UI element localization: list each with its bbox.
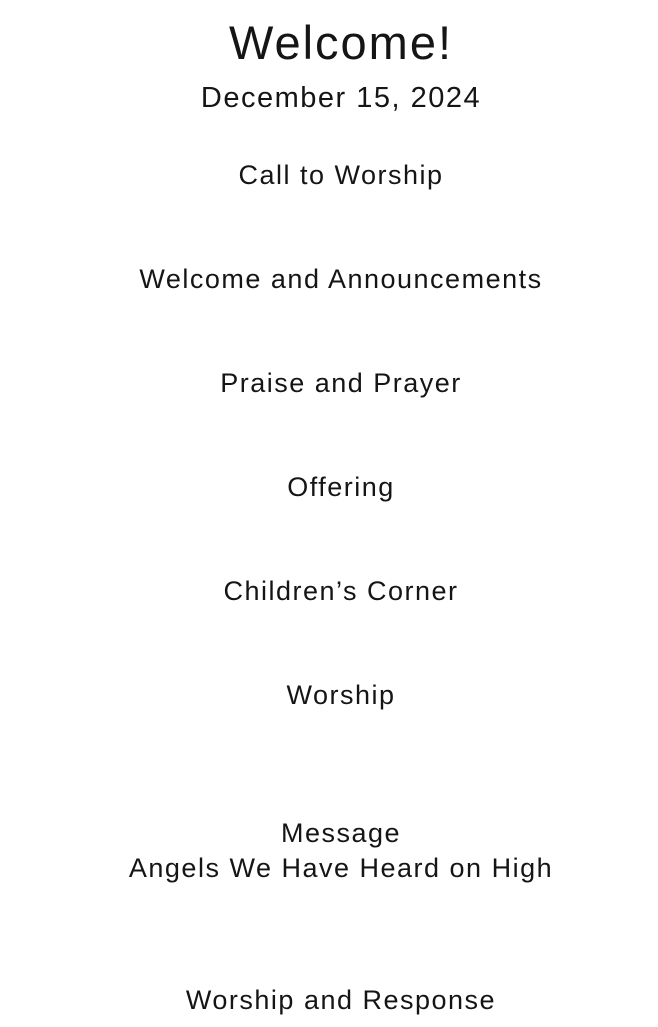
service-item-worship: Worship bbox=[286, 680, 396, 710]
slide-date: December 15, 2024 bbox=[200, 82, 482, 114]
service-item-message: Message bbox=[280, 818, 402, 848]
service-item-offering: Offering bbox=[287, 472, 395, 502]
service-item-call-to-worship: Call to Worship bbox=[238, 160, 444, 190]
service-item-childrens-corner: Children’s Corner bbox=[223, 576, 459, 606]
service-item-worship-and-response: Worship and Response bbox=[185, 985, 497, 1015]
slide-title: Welcome! bbox=[228, 16, 454, 69]
service-item-message-song-title: Angels We Have Heard on High bbox=[128, 853, 554, 883]
service-item-welcome-announcements: Welcome and Announcements bbox=[139, 264, 543, 294]
service-item-praise-and-prayer: Praise and Prayer bbox=[220, 368, 462, 398]
